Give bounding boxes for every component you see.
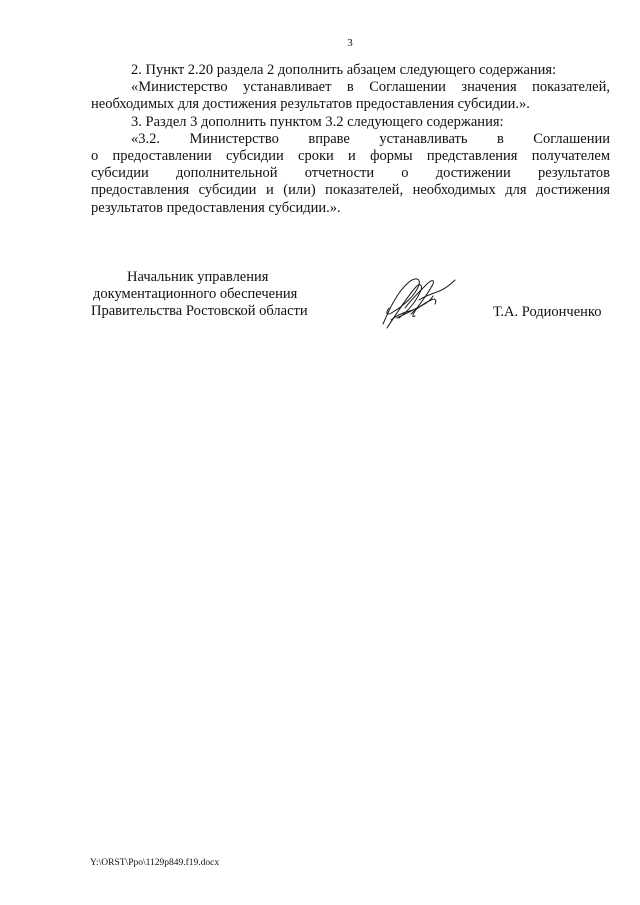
paragraph-line: «Министерство устанавливает в Соглашении значения показателей, bbox=[131, 79, 610, 96]
page-number: 3 bbox=[347, 37, 353, 49]
signatory-title bbox=[91, 269, 308, 321]
paragraph-line: «3.2. Министерство вправе устанавливать в Соглашении bbox=[131, 130, 610, 147]
paragraph-line: необходимых для достижения результатов предоставления субсидии.». bbox=[91, 96, 530, 113]
handwritten-signature bbox=[375, 270, 459, 332]
signatory-title-line: Правительства Ростовской области bbox=[91, 303, 308, 320]
signatory-title-line: документационного обеспечения bbox=[93, 286, 298, 303]
paragraph-line: 3. Раздел 3 дополнить пунктом 3.2 следующего содержания: bbox=[131, 113, 504, 130]
paragraph-line: субсидии дополнительной отчетности о достижении результатов bbox=[91, 165, 610, 182]
signatory-title-line: Начальник управления bbox=[127, 269, 269, 285]
signatory-name: Т.А. Родионченко bbox=[493, 304, 602, 320]
file-path: Y:\ORST\Ppo\1129p849.f19.docx bbox=[90, 858, 220, 868]
document-body bbox=[91, 62, 610, 217]
paragraph-line: результатов предоставления субсидии.». bbox=[91, 199, 341, 216]
paragraph-line: 2. Пункт 2.20 раздела 2 дополнить абзацем следующего содержания: bbox=[131, 62, 557, 78]
paragraph-line: о предоставлении субсидии сроки и формы представления получателем bbox=[91, 148, 610, 165]
paragraph-line: предоставления субсидии и (или) показателей, необходимых для достижения bbox=[91, 182, 610, 199]
